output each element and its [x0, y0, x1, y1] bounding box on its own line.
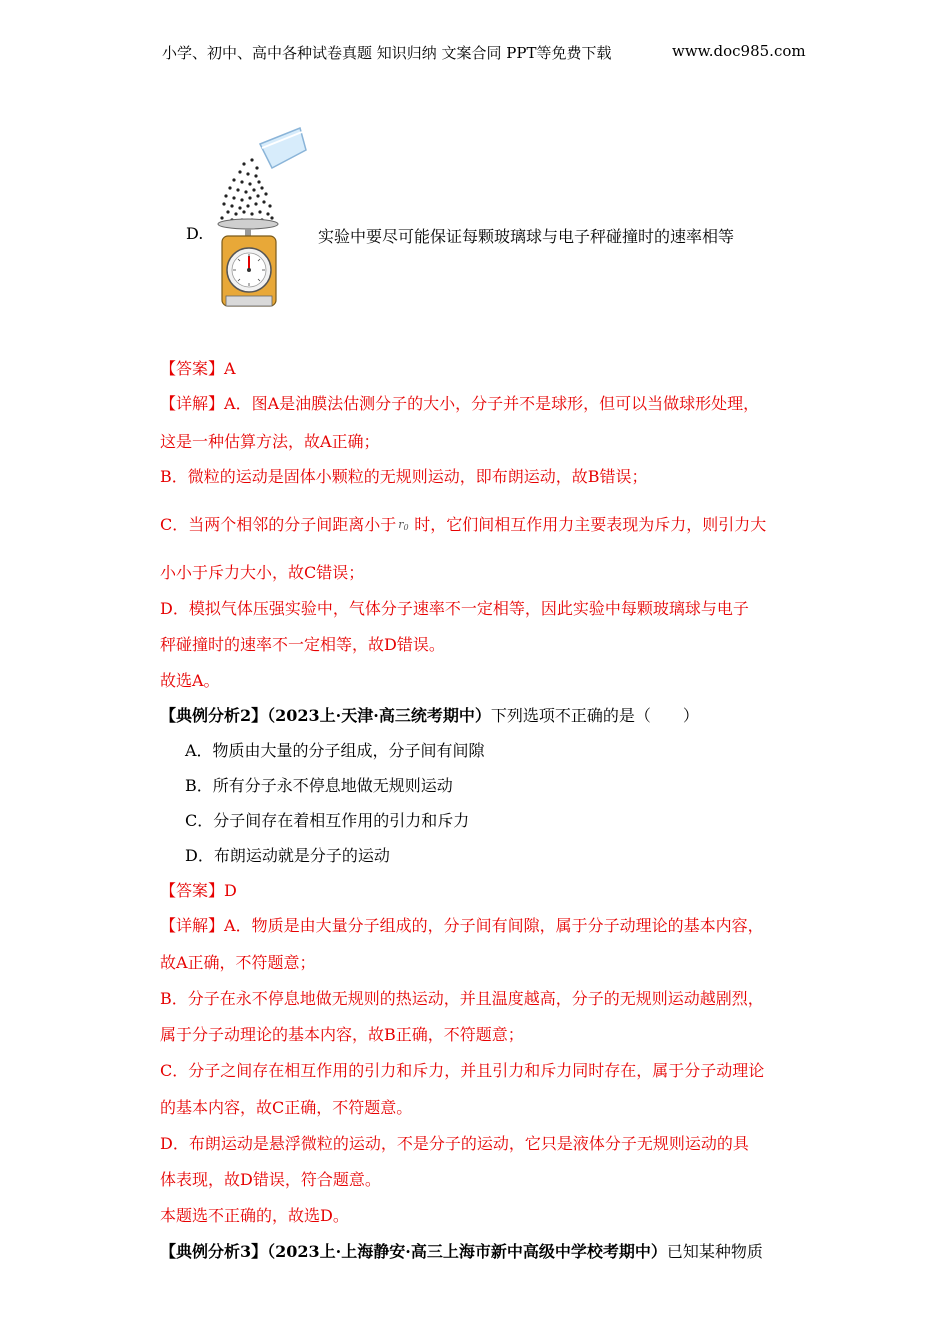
q2-detail-text-1: A．物质是由大量分子组成的，分子间有间隙，属于分子动理论的基本内容，: [224, 916, 764, 935]
q2-question: 下列选项不正确的是（ ）: [490, 706, 699, 725]
q2-option-a: A．物质由大量的分子组成，分子间有间隙: [185, 741, 485, 760]
q3-heading: [160, 1241, 763, 1263]
q1-detail-line-6: D．模拟气体压强实验中，气体分子速率不一定相等，因此实验中每颗玻璃球与电子: [160, 599, 749, 618]
q1-detail-line-8: 故选A。: [160, 671, 220, 690]
q2-answer: 【答案】D: [160, 881, 237, 900]
q2-detail-line-9: 本题选不正确的，故选D。: [160, 1206, 349, 1225]
q1-answer: 【答案】A: [160, 359, 236, 378]
glass-beads-icon: [220, 158, 273, 221]
q1-detail-line-5: 小小于斥力大小，故C错误；: [160, 563, 365, 582]
q2-detail-line-8: 体表现，故D错误，符合题意。: [160, 1170, 381, 1189]
pouring-cup-icon: [260, 128, 306, 168]
header-left-text: 小学、初中、高中各种试卷真题 知识归纳 文案合同 PPT等免费下载: [162, 44, 612, 62]
page-header: [0, 38, 950, 64]
q2-detail-line-4: 属于分子动理论的基本内容，故B正确，不符题意；: [160, 1025, 524, 1044]
scale-body-icon: [222, 236, 276, 306]
q2-option-d: D．布朗运动就是分子的运动: [185, 846, 390, 865]
q1-detail-line-7: 秤碰撞时的速率不一定相等，故D错误。: [160, 635, 445, 654]
option-d-label: D.: [186, 224, 204, 243]
q2-option-c: C．分子间存在着相互作用的引力和斥力: [185, 811, 470, 830]
q3-tag: 【典例分析3】: [160, 1242, 268, 1261]
q2-detail-line-6: 的基本内容，故C正确，不符题意。: [160, 1098, 413, 1117]
q2-detail-line-1: [160, 915, 764, 937]
scale-with-glass-beads-illustration: [212, 124, 312, 314]
q1-detail-text-4b: 时，它们间相互作用力主要表现为斥力，则引力大: [414, 515, 767, 534]
q2-detail-line-2: 故A正确，不符题意；: [160, 953, 316, 972]
q3-source: （2023上·上海静安·高三上海市新中高级中学校考期中）: [267, 1242, 667, 1261]
q1-detail-line-4: [160, 514, 766, 536]
q1-detail-line-1: [160, 393, 759, 415]
option-d-text: 实验中要尽可能保证每颗玻璃球与电子秤碰撞时的速率相等: [318, 227, 735, 246]
q2-detail-line-7: D．布朗运动是悬浮微粒的运动，不是分子的运动，它只是液体分子无规则运动的具: [160, 1134, 749, 1153]
q1-detail-text-1: A．图A是油膜法估测分子的大小，分子并不是球形，但可以当做球形处理，: [224, 394, 760, 413]
q3-question: 已知某种物质: [666, 1242, 763, 1261]
header-site-url[interactable]: www.doc985.com: [672, 42, 806, 60]
q2-detail-tag: 【详解】: [160, 916, 225, 935]
q2-tag: 【典例分析2】: [160, 706, 268, 725]
q1-detail-tag: 【详解】: [160, 394, 225, 413]
q2-source: （2023上·天津·高三统考期中）: [267, 706, 491, 725]
q2-detail-line-3: B．分子在永不停息地做无规则的热运动，并且温度越高，分子的无规则运动越剧烈，: [160, 989, 764, 1008]
q1-detail-line-2: 这是一种估算方法，故A正确；: [160, 432, 380, 451]
q2-detail-line-5: C．分子之间存在相互作用的引力和斥力，并且引力和斥力同时存在，属于分子动理论: [160, 1061, 765, 1080]
symbol-r0: r0: [398, 518, 409, 532]
q1-detail-line-3: B．微粒的运动是固体小颗粒的无规则运动，即布朗运动，故B错误；: [160, 467, 648, 486]
q2-heading: [160, 705, 699, 727]
scale-pan-icon: [218, 219, 278, 238]
q1-detail-text-4a: C．当两个相邻的分子间距离小于: [160, 515, 397, 534]
q2-option-b: B．所有分子永不停息地做无规则运动: [185, 776, 453, 795]
